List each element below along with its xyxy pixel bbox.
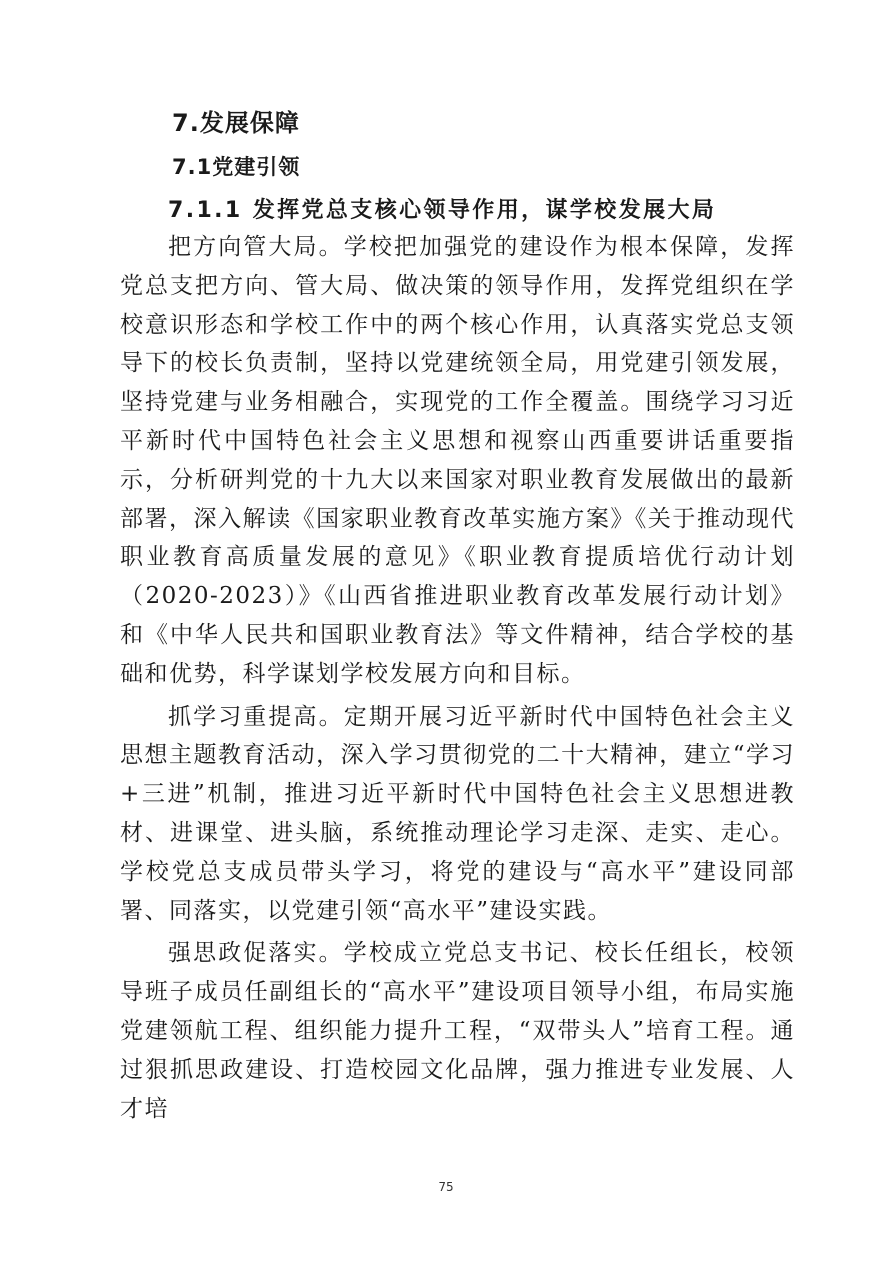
subsection-heading-7-1: 7.1党建引领 [172,155,301,179]
body-text [120,228,795,1132]
subsubsection-heading-7-1-1: 7.1.1 发挥党总支核心领导作用，谋学校发展大局 [168,198,717,223]
page-number: 75 [438,1180,454,1194]
section-heading-7: 7.发展保障 [172,109,300,137]
paragraph: 抓学习重提高。定期开展习近平新时代中国特色社会主义思想主题教育活动，深入学习贯彻党的二十大精神，建立“学习+三进”机制，推进习近平新时代中国特色社会主义思想进教材、进课堂、进头脑，系统推动理论学习走深、走实、走心。学校党总支成员带头学习，将党的建设与“高水平”建设同部署、同落实，以党建引领“高水平”建设实践。 [120,703,795,924]
paragraph: 强思政促落实。学校成立党总支书记、校长任组长，校领导班子成员任副组长的“高水平”建设项目领导小组，布局实施党建领航工程、组织能力提升工程，“双带头人”培育工程。通过狠抓思政建设、打造校园文化品牌，强力推进专业发展、人才培 [120,940,795,1122]
paragraph: 把方向管大局。学校把加强党的建设作为根本保障，发挥党总支把方向、管大局、做决策的领导作用，发挥党组织在学校意识形态和学校工作中的两个核心作用，认真落实党总支领导下的校长负责制，坚持以党建统领全局，用党建引领发展，坚持党建与业务相融合，实现党的工作全覆盖。围绕学习习近平新时代中国特色社会主义思想和视察山西重要讲话重要指示，分析研判党的十九大以来国家对职业教育发展做出的最新部署，深入解读《国家职业教育改革实施方案》《关于推动现代职业教育高质量发展的意见》《职业教育提质培优行动计划（2020-2023）》《山西省推进职业教育改革发展行动计划》和《中华人民共和国职业教育法》等文件精神，结合学校的基础和优势，科学谋划学校发展方向和目标。 [120,234,795,687]
